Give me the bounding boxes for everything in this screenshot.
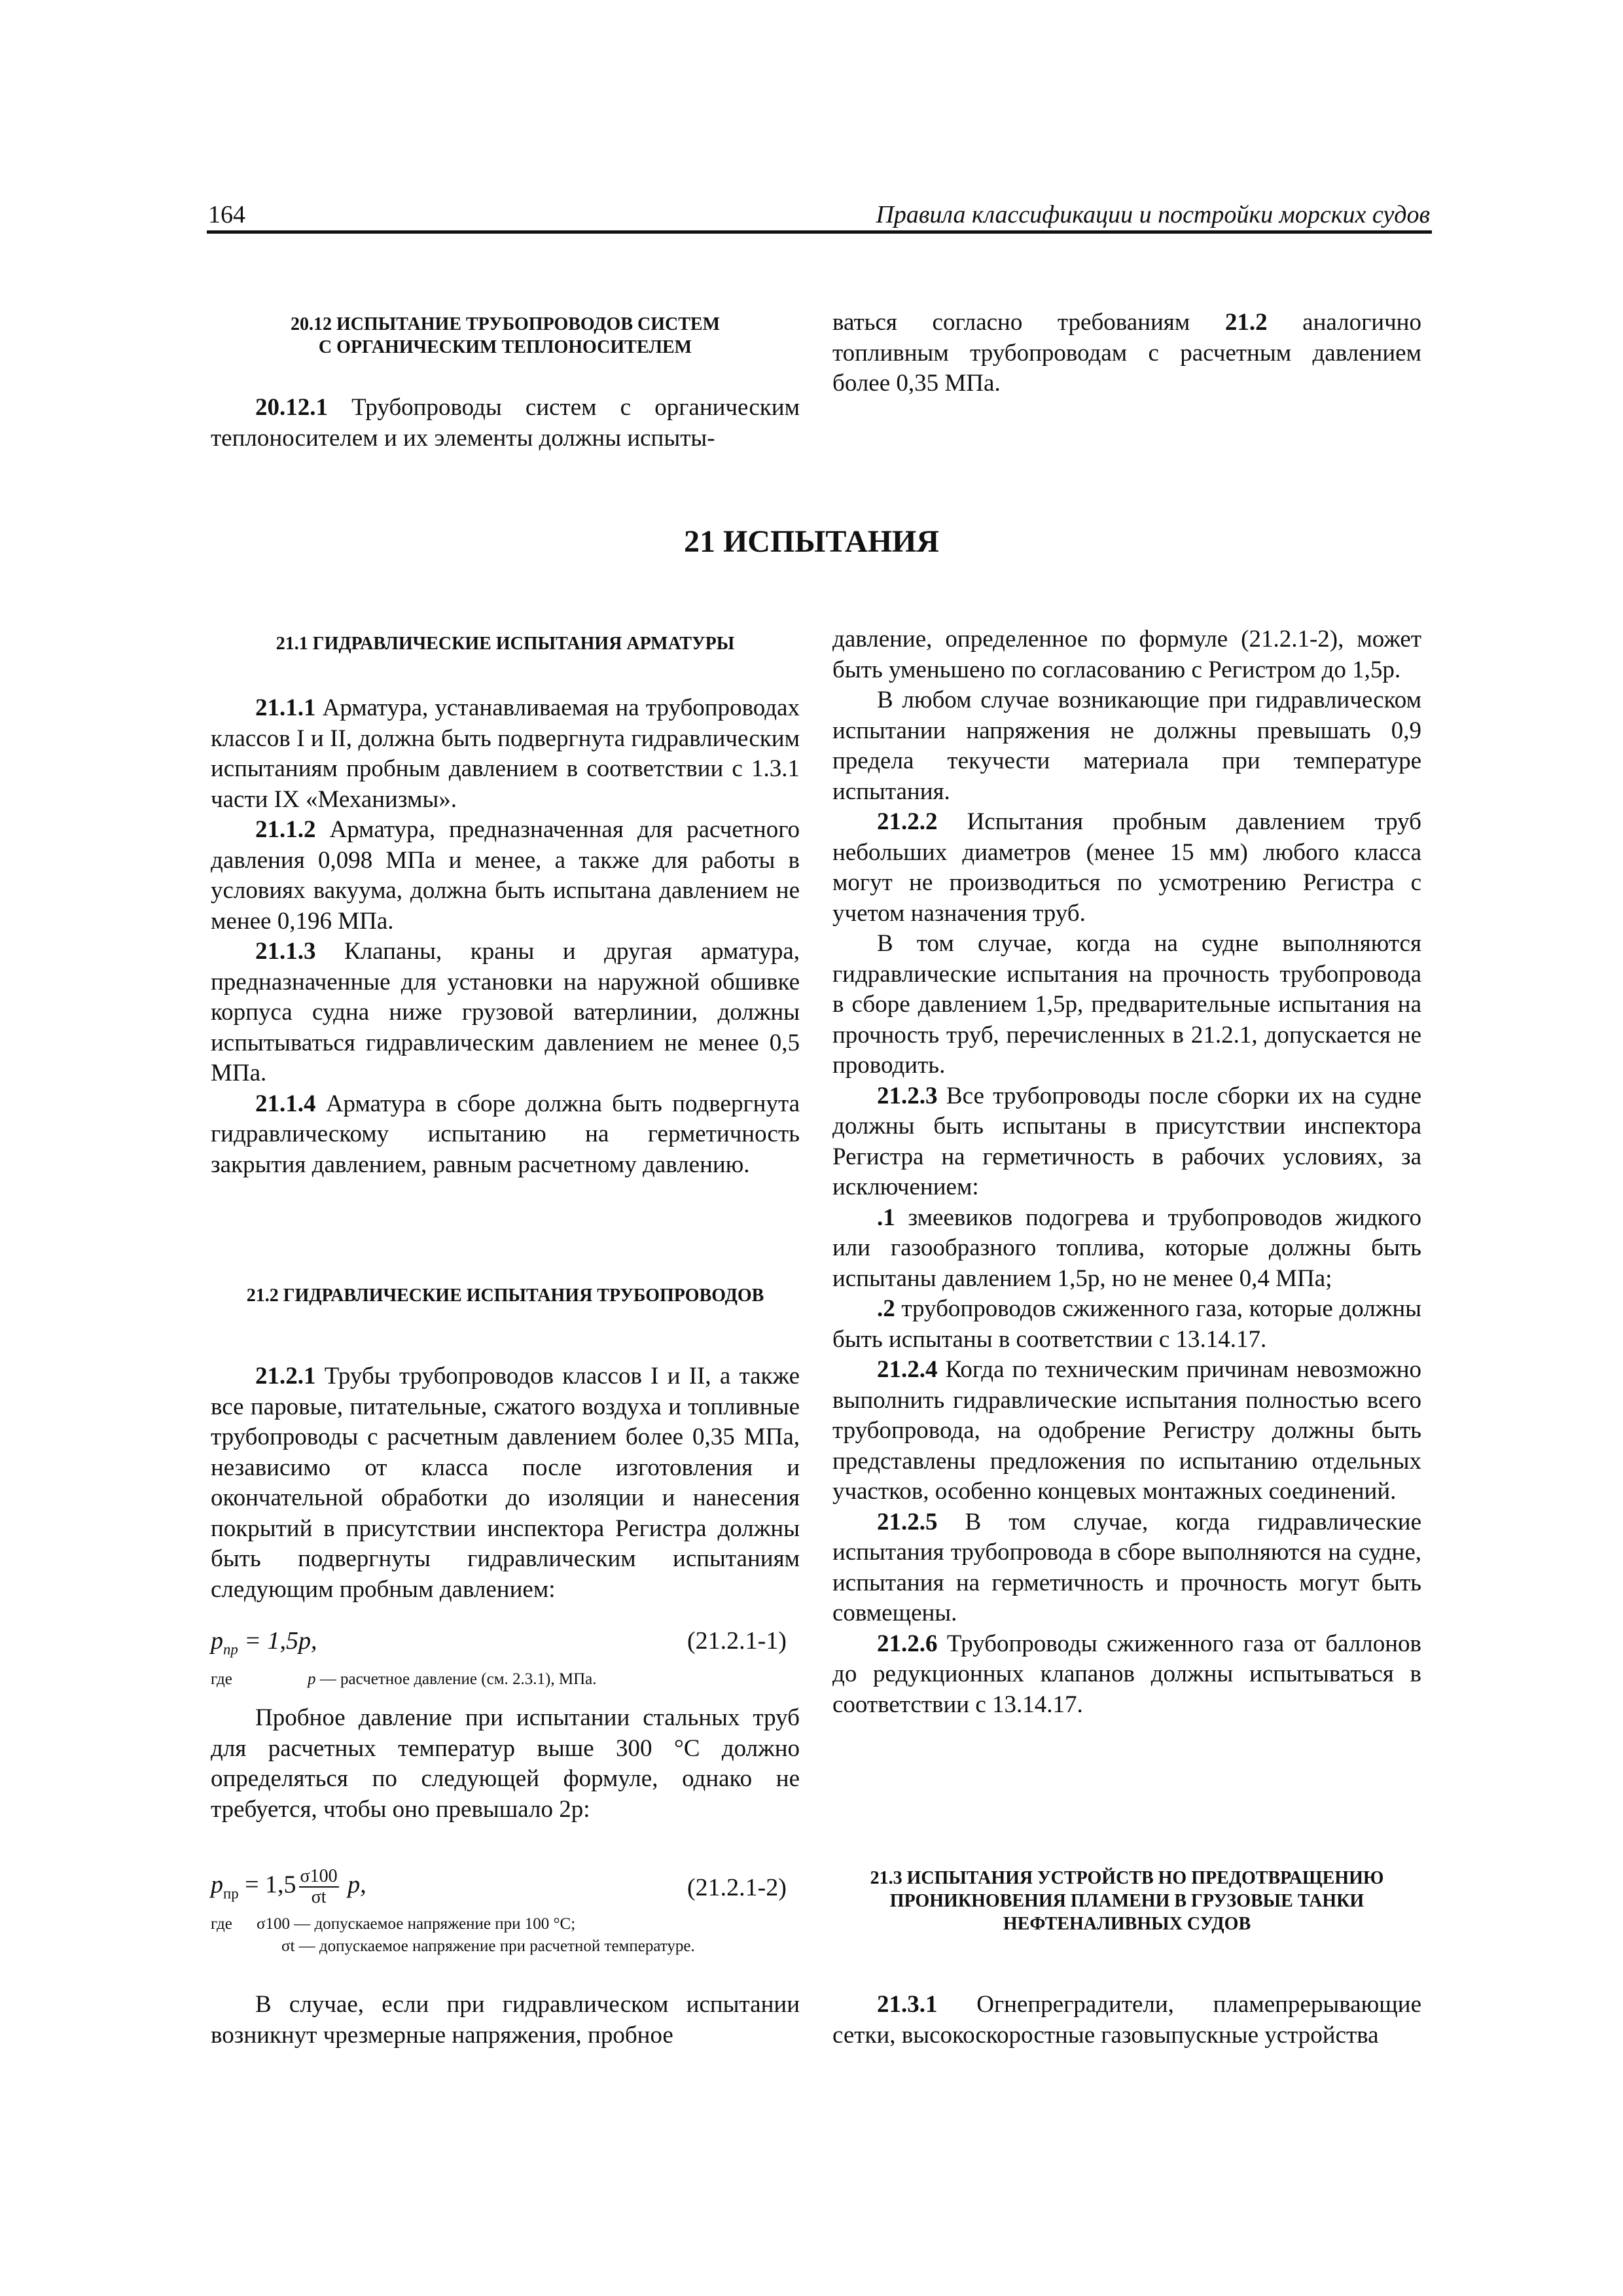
left-column [211, 632, 800, 1180]
clause-text: Трубопроводы сжиженного газа от баллонов до редукционных клапанов должны испытываться в соответствии с 13.14.17. [832, 1630, 1421, 1718]
heading-line: С ОРГАНИЧЕСКИМ ТЕПЛОНОСИТЕЛЕМ [318, 337, 692, 357]
formula-21-2-1-1 [211, 1626, 317, 1659]
clause-text: ваться согласно требованиям [832, 309, 1225, 336]
paragraph-continuation [832, 308, 1421, 399]
clause-number: 21.1.4 [255, 1090, 316, 1117]
clause-number: 21.1.3 [255, 938, 316, 965]
paragraph-21-1-2 [211, 815, 800, 937]
formula-where-line: σt — допускаемое напряжение при расчетной температуре. [281, 1937, 695, 1955]
formula-symbol: p [308, 1670, 316, 1688]
clause-number: 21.2.5 [877, 1508, 938, 1535]
paragraph-21-1-3 [211, 937, 800, 1089]
section-21-2-heading: 21.2 ГИДРАВЛИЧЕСКИЕ ИСПЫТАНИЯ ТРУБОПРОВОДОВ [246, 1285, 764, 1306]
paragraph-20-12-1 [211, 393, 800, 454]
clause-text: Арматура в сборе должна быть подвергнута гидравлическому испытанию на герметичность закрытия давлением, равным расчетному давлению. [211, 1090, 800, 1178]
list-item-text: змеевиков подогрева и трубопроводов жидкого или газообразного топлива, которые должны быть испытаны давлением 1,5p, но не менее 0,4 МПа; [832, 1204, 1421, 1292]
paragraph-21-2-5 [832, 1507, 1421, 1629]
paragraph-excess-stress-block [211, 1990, 800, 2051]
clause-text: Когда по техническим причинам невозможно выполнить гидравлические испытания полностью всего трубопровода, на одобрение Регистру должны быть представлены предложения по испытанию отдельных участков, особенно концевых монтажных соединений. [832, 1356, 1421, 1505]
list-item-2 [832, 1294, 1421, 1355]
formula-where-line [308, 1670, 596, 1689]
section-20-12-right [832, 308, 1421, 399]
formula-where-line: σ100 — допускаемое напряжение при 100 °С; [257, 1915, 576, 1933]
formula-where-word: где [211, 1670, 232, 1688]
heading-line: НЕФТЕНАЛИВНЫХ СУДОВ [1003, 1914, 1251, 1934]
section-20-12-heading [211, 313, 800, 359]
paragraph-21-2-3 [832, 1081, 1421, 1203]
running-title: Правила классификации и постройки морских судов [876, 201, 1430, 228]
clause-text: Все трубопроводы после сборки их на судне должны быть испытаны в присутствии инспектора Регистра на герметичность в рабочих условиях, за исключением: [832, 1082, 1421, 1200]
clause-number: 21.1.2 [255, 816, 316, 843]
paragraph-test-pressure-block [211, 1703, 800, 1825]
paragraph-continuation: давление, определенное по формуле (21.2.1-2), может быть уменьшено по согласованию с Регистром до 1,5p. [832, 626, 1421, 683]
paragraph-21-2-2 [832, 807, 1421, 929]
paragraph-21-3-1 [832, 1990, 1421, 2051]
clause-number: 21.2.4 [877, 1356, 938, 1383]
clause-text: Арматура, предназначенная для расчетного давления 0,098 МПа и менее, а также для работы в условиях вакуума, должна быть испытана давлением не менее 0,196 МПа. [211, 816, 800, 935]
heading-line: ПРОНИКНОВЕНИЯ ПЛАМЕНИ В ГРУЗОВЫЕ ТАНКИ [889, 1891, 1364, 1911]
paragraph-yield-limit: В любом случае возникающие при гидравлическом испытании напряжения не должны превышать 0,9 предела текучести материала при температуре испытания. [832, 687, 1421, 805]
clause-number: 20.12.1 [255, 394, 328, 421]
formula-where-word: где [211, 1915, 232, 1933]
formula-number: (21.2.1-1) [687, 1627, 787, 1655]
clause-text: Трубопроводы систем с органическим теплоносителем и их элементы должны испыты- [211, 394, 800, 452]
formula-21-2-1-2 [211, 1867, 366, 1907]
paragraph-21-2-6 [832, 1629, 1421, 1721]
heading-line: 20.12 ИСПЫТАНИЕ ТРУБОПРОВОДОВ СИСТЕМ [290, 314, 721, 334]
paragraph-21-2-4 [832, 1355, 1421, 1507]
formula-symbol: p [211, 1627, 223, 1655]
clause-number: 21.2.3 [877, 1082, 938, 1109]
formula-tail: p, [341, 1871, 366, 1899]
section-21-3-heading-block [832, 1867, 1421, 1935]
paragraph-test-pressure: Пробное давление при испытании стальных труб для расчетных температур выше 300 °С должно определяться по следующей формуле, однако не требуется, чтобы оно превышало 2p: [211, 1704, 800, 1823]
fraction-numerator: σ100 [300, 1866, 338, 1886]
paragraph-21-2-1 [211, 1361, 800, 1605]
chapter-title: 21 ИСПЫТАНИЯ [683, 524, 940, 559]
paragraph-21-1-4 [211, 1089, 800, 1181]
section-20-12-left [211, 313, 800, 454]
section-21-2-heading-block [211, 1284, 800, 1307]
section-21-3-heading [832, 1867, 1421, 1935]
clause-number: 21.3.1 [877, 1991, 938, 2018]
page-number: 164 [208, 201, 245, 228]
clause-reference: 21.2 [1224, 309, 1268, 336]
formula-fraction [299, 1867, 339, 1907]
clause-text: аналогично топливным трубопроводам с расчетным давлением более 0,35 МПа. [832, 309, 1421, 397]
clause-text: Испытания пробным давлением труб небольших диаметров (менее 15 мм) любого класса могут не производиться по усмотрению Регистра с учетом назначения труб. [832, 808, 1421, 927]
list-item-number: .1 [877, 1204, 895, 1231]
formula-where-text: — расчетное давление (см. 2.3.1), МПа. [315, 1670, 597, 1688]
formula-symbol: p [211, 1871, 223, 1899]
formula-rhs: = 1,5p, [238, 1627, 317, 1655]
clause-text: Огнепреградители, пламепрерывающие сетки, высокоскоростные газовыпускные устройства [832, 1991, 1421, 2049]
formula-subscript: пр [223, 1885, 239, 1902]
list-item-number: .2 [877, 1295, 895, 1322]
right-column [832, 624, 1421, 1720]
list-item-1 [832, 1203, 1421, 1295]
heading-line: 21.3 ИСПЫТАНИЯ УСТРОЙСТВ НО ПРЕДОТВРАЩЕНИЮ [870, 1868, 1384, 1888]
clause-number: 21.1.1 [255, 694, 316, 721]
section-21-1-heading: 21.1 ГИДРАВЛИЧЕСКИЕ ИСПЫТАНИЯ АРМАТУРЫ [276, 634, 735, 654]
clause-number: 21.2.2 [877, 808, 938, 835]
clause-text: Клапаны, краны и другая арматура, предназначенные для установки на наружной обшивке корпуса судна ниже грузовой ватерлинии, должны испытываться гидравлическим давлением не менее 0,5 МПа. [211, 938, 800, 1086]
paragraph-21-2-1-block [211, 1361, 800, 1605]
paragraph-21-1-1 [211, 693, 800, 815]
formula-number: (21.2.1-2) [687, 1874, 787, 1901]
clause-text: Трубы трубопроводов классов I и II, а также все паровые, питательные, сжатого воздуха и топливные трубопроводы с расчетным давлением более 0,35 МПа, независимо от класса после изготовления и окончательной обработки до изоляции и нанесения покрытий в присутствии инспектора Регистра должны быть подвергнуты гидравлическим испытаниям следующим пробным давлением: [211, 1363, 800, 1603]
clause-text: Арматура, устанавливаемая на трубопроводах классов I и II, должна быть подвергнута гидравлическим испытаниям пробным давлением в соответствии с 1.3.1 части IX «Механизмы». [211, 694, 800, 813]
paragraph-excess-stress: В случае, если при гидравлическом испытании возникнут чрезмерные напряжения, пробное [211, 1991, 800, 2049]
fraction-denominator: σt [311, 1887, 327, 1907]
formula-subscript: пр [223, 1641, 238, 1658]
header-rule [207, 230, 1432, 234]
clause-text: В том случае, когда гидравлические испытания трубопровода в сборе выполняются на судне, испытания на герметичность и прочность могут быть совмещены. [832, 1508, 1421, 1626]
paragraph-strength-tests: В том случае, когда на судне выполняются гидравлические испытания на прочность трубопровода в сборе давлением 1,5p, предварительные испытания на прочность труб, перечисленных в 21.2.1, допускается не проводить. [832, 930, 1421, 1079]
list-item-text: трубопроводов сжиженного газа, которые должны быть испытаны в соответствии с 13.14.17. [832, 1295, 1421, 1353]
paragraph-21-3-1-block [832, 1990, 1421, 2051]
clause-number: 21.2.1 [255, 1363, 316, 1390]
clause-number: 21.2.6 [877, 1630, 938, 1657]
formula-eq: = 1,5 [238, 1871, 296, 1899]
